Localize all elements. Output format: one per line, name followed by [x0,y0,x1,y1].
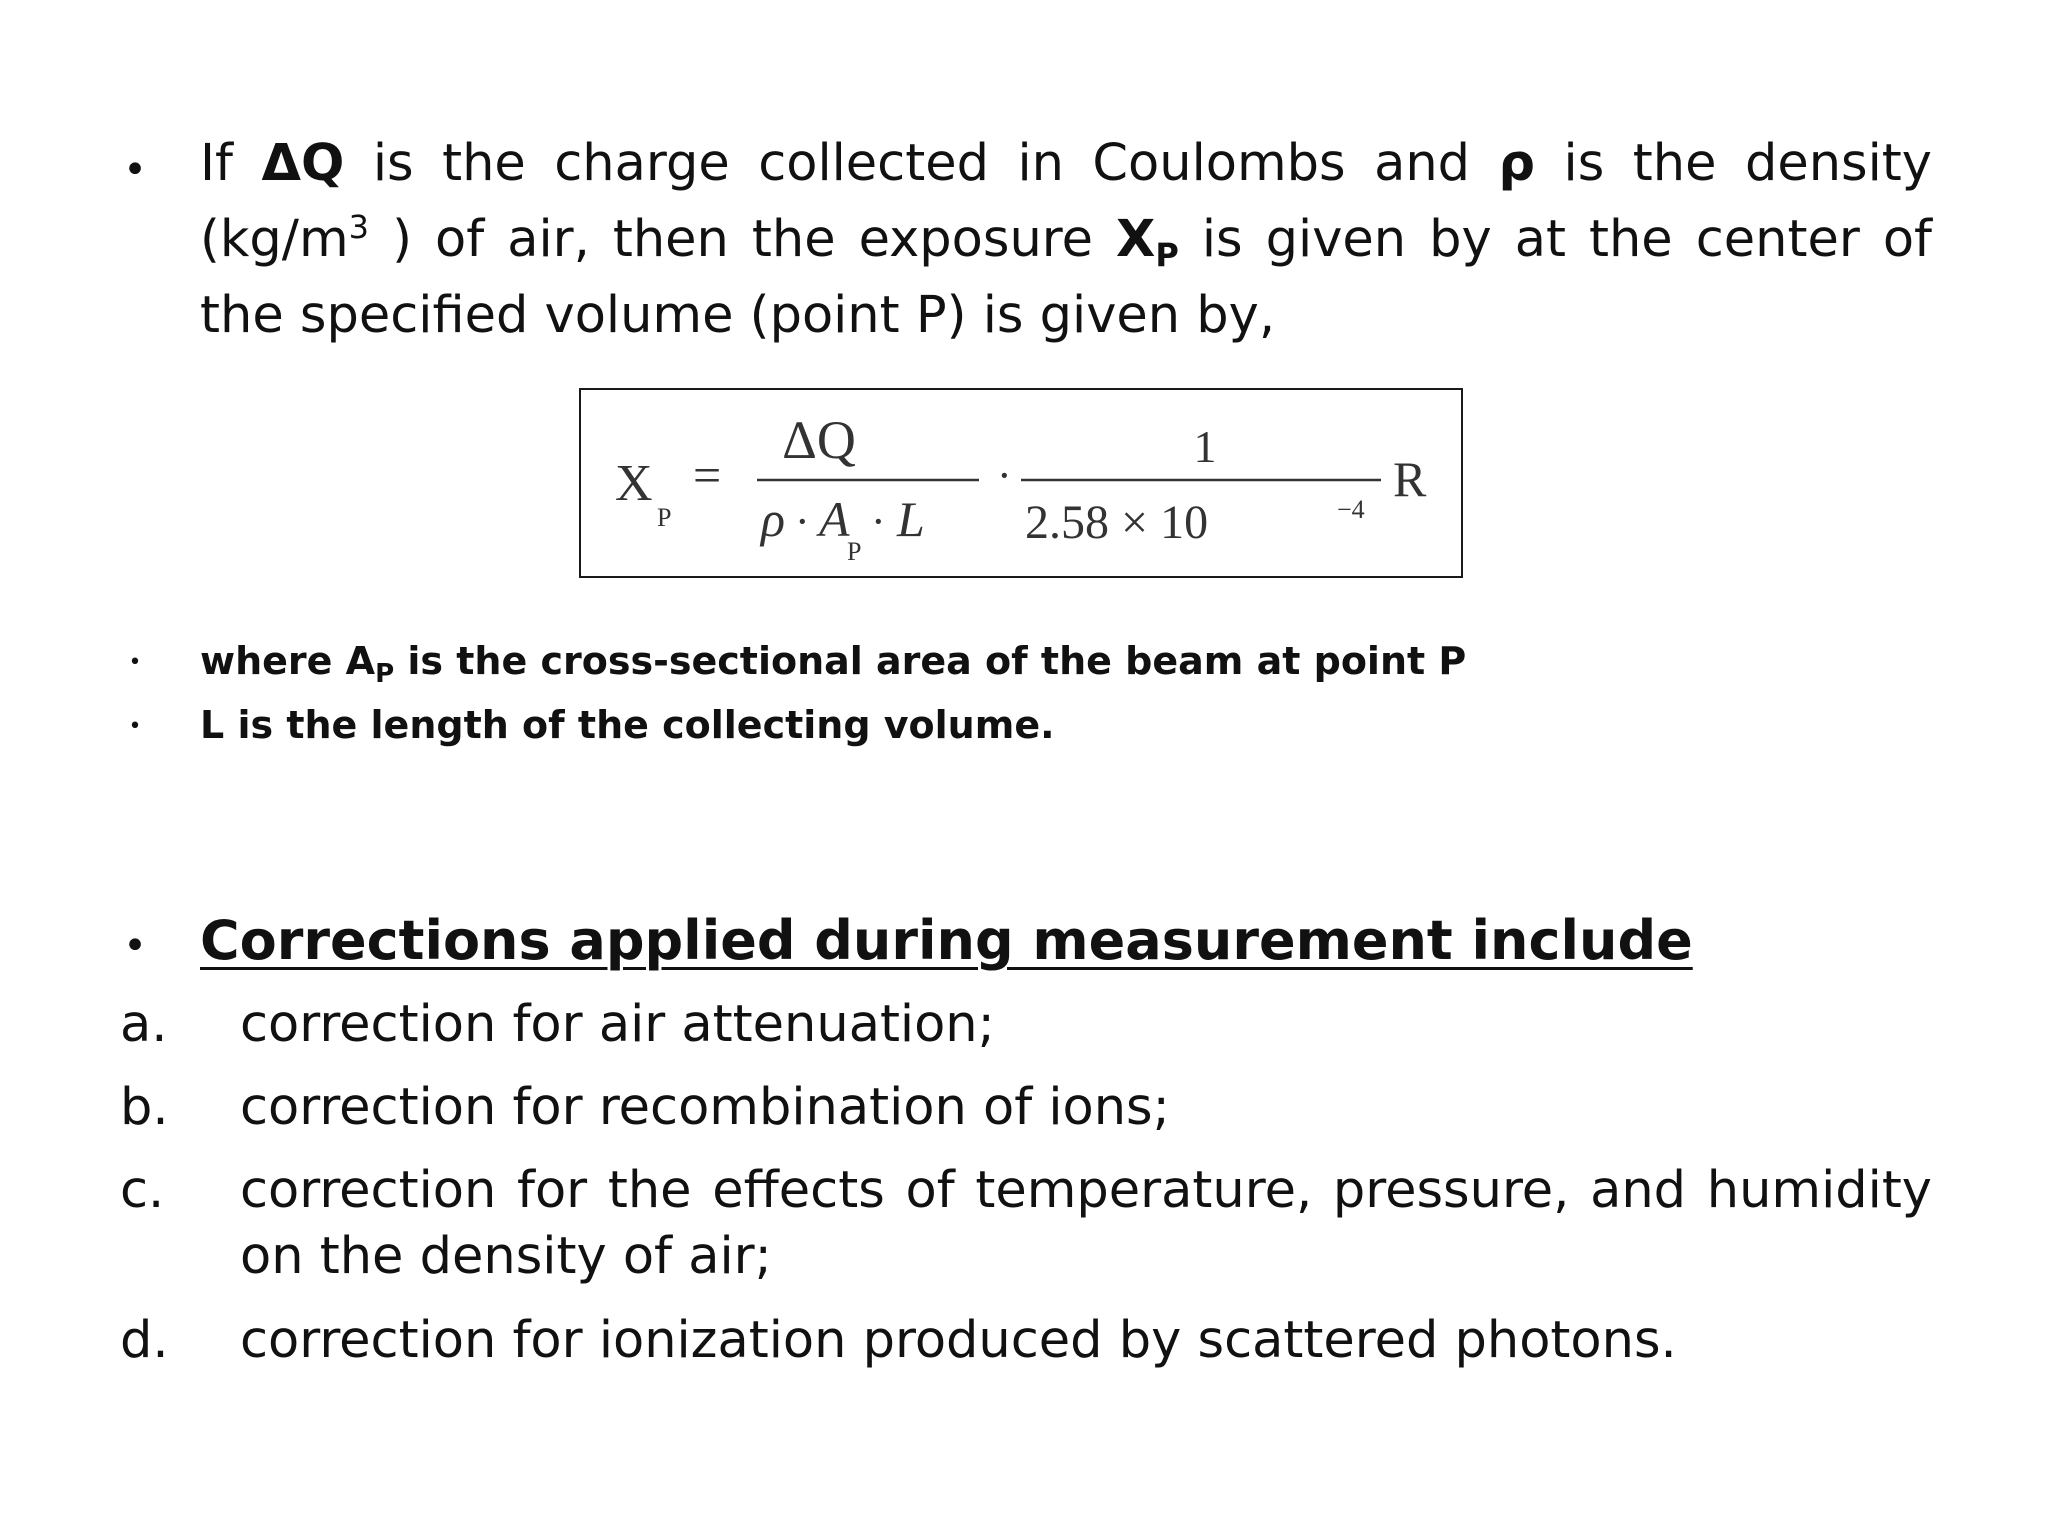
rho-symbol: ρ [1498,134,1536,193]
superscript-3: 3 [348,208,370,246]
note-where-a: where A [200,639,376,683]
list-item-marker: c. [120,1161,165,1220]
frac2-den-base: 2.58 × 10 [1025,496,1209,549]
intro-text-given: is given by at the center of the specified volume (point P) is given by, [200,210,1932,345]
note-length: L is the length of the collecting volume. [200,703,1055,747]
list-item: correction for ionization produced by scattered photons. [240,1311,1677,1370]
note-where [200,636,1467,689]
intro-text-charge: is the charge collected in Coulombs and [372,134,1471,193]
intro-text-air: ) of air, then the exposure [392,210,1093,269]
intro-paragraph [200,126,1932,354]
frac1-den-rho: ρ [761,491,785,547]
note-where-b: is the cross-sectional area of the beam at point P [407,639,1467,683]
bullet-marker: • [123,923,147,969]
corrections-heading: Corrections applied during measurement include [200,909,1693,972]
list-item-marker: a. [120,995,168,1054]
intro-text-density: is the density (kg/m [200,134,1932,269]
exposure-formula-box [579,388,1463,578]
formula-lhs-subscript: P [657,503,672,532]
frac2-numerator: 1 [1193,421,1217,472]
note-where-subscript: P [375,659,395,689]
list-item-marker: b. [120,1078,169,1137]
bullet-marker: • [128,714,142,739]
formula-lhs-x: X [615,455,653,512]
frac1-numerator: ΔQ [782,410,856,470]
frac1-den-a: A [819,491,850,547]
list-item: correction for air attenuation; [240,995,995,1054]
formula-unit: R [1393,451,1427,507]
exposure-formula [581,390,1461,576]
xp-symbol [1116,210,1179,274]
formula-mult-dot: · [997,451,1012,500]
xp-subscript: P [1155,236,1179,274]
xp-main: X [1116,210,1156,269]
list-item: correction for recombination of ions; [240,1078,1170,1137]
frac1-den-l: L [897,491,925,547]
delta-q-symbol: ΔQ [261,134,345,193]
frac1-den-subscript: P [847,537,862,566]
list-item-marker: d. [120,1311,169,1370]
frac1-den-dot1: · [795,497,810,546]
bullet-marker: • [128,650,142,675]
formula-equals: = [693,447,722,503]
frac2-den-exponent: −4 [1337,495,1365,524]
list-item: correction for the effects of temperature, pressure, and humidity on the density of air; [240,1161,1932,1286]
intro-text-if: If [200,134,233,193]
frac1-den-dot2: · [871,497,886,546]
bullet-marker: • [123,147,147,193]
